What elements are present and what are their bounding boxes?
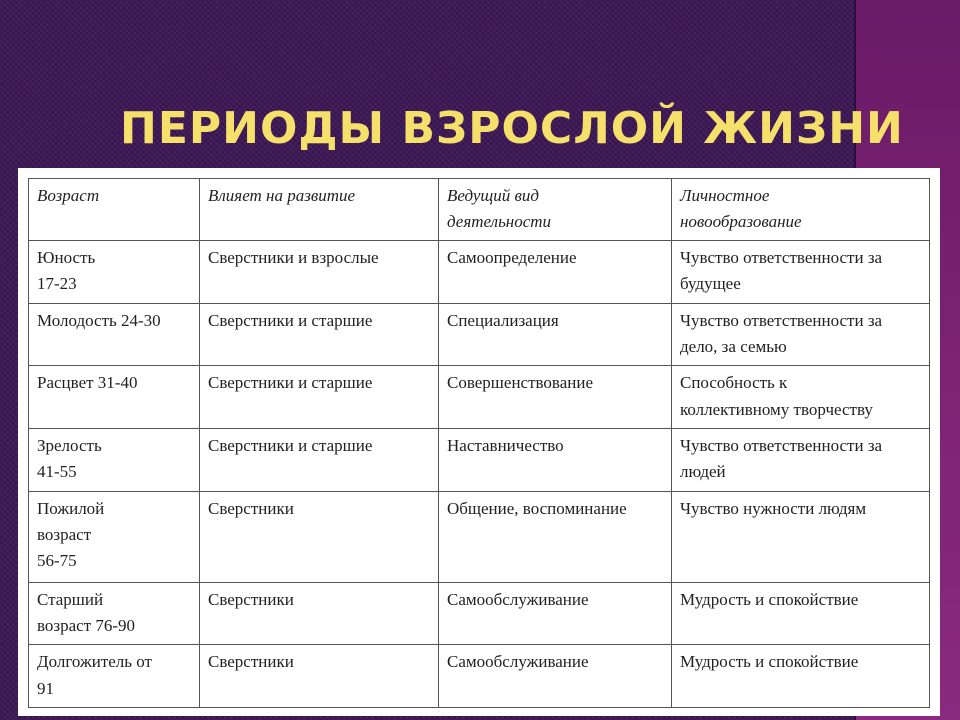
cell-age: Расцвет 31-40 — [29, 366, 200, 429]
cell-activity: Наставничество — [439, 428, 672, 491]
header-leading-activity: Ведущий вид деятельности — [439, 179, 672, 241]
cell-formation: Чувство ответственности за людей — [672, 428, 930, 491]
cell-activity: Специализация — [439, 303, 672, 366]
cell-age: Молодость 24-30 — [29, 303, 200, 366]
header-personal-formation: Личностное новообразование — [672, 179, 930, 241]
cell-formation: Чувство нужности людям — [672, 491, 930, 582]
cell-formation: Способность к коллективному творчеству — [672, 366, 930, 429]
cell-age: Долгожитель от 91 — [29, 645, 200, 708]
cell-activity: Общение, воспоминание — [439, 491, 672, 582]
cell-influence: Сверстники — [200, 582, 439, 645]
cell-influence: Сверстники и взрослые — [200, 241, 439, 304]
cell-age: Старший возраст 76-90 — [29, 582, 200, 645]
table-row — [29, 303, 930, 366]
cell-age: Зрелость 41-55 — [29, 428, 200, 491]
header-age: Возраст — [29, 179, 200, 241]
adult-periods-table — [28, 178, 930, 708]
cell-activity: Самообслуживание — [439, 582, 672, 645]
table-row — [29, 366, 930, 429]
cell-age: Пожилой возраст 56-75 — [29, 491, 200, 582]
cell-influence: Сверстники и старшие — [200, 303, 439, 366]
cell-formation: Чувство ответственности за дело, за семью — [672, 303, 930, 366]
cell-influence: Сверстники и старшие — [200, 366, 439, 429]
cell-activity: Самоопределение — [439, 241, 672, 304]
table-row — [29, 241, 930, 304]
cell-age: Юность 17-23 — [29, 241, 200, 304]
cell-formation: Мудрость и спокойствие — [672, 582, 930, 645]
table-row — [29, 491, 930, 582]
table-container — [18, 168, 940, 716]
cell-formation: Мудрость и спокойствие — [672, 645, 930, 708]
slide-title: ПЕРИОДЫ ВЗРОСЛОЙ ЖИЗНИ — [120, 103, 904, 154]
cell-activity: Самообслуживание — [439, 645, 672, 708]
cell-influence: Сверстники — [200, 491, 439, 582]
table-header-row — [29, 179, 930, 241]
cell-influence: Сверстники — [200, 645, 439, 708]
cell-formation: Чувство ответственности за будущее — [672, 241, 930, 304]
cell-influence: Сверстники и старшие — [200, 428, 439, 491]
table-row — [29, 428, 930, 491]
cell-activity: Совершенствование — [439, 366, 672, 429]
table-row — [29, 645, 930, 708]
table-row — [29, 582, 930, 645]
header-influence: Влияет на развитие — [200, 179, 439, 241]
